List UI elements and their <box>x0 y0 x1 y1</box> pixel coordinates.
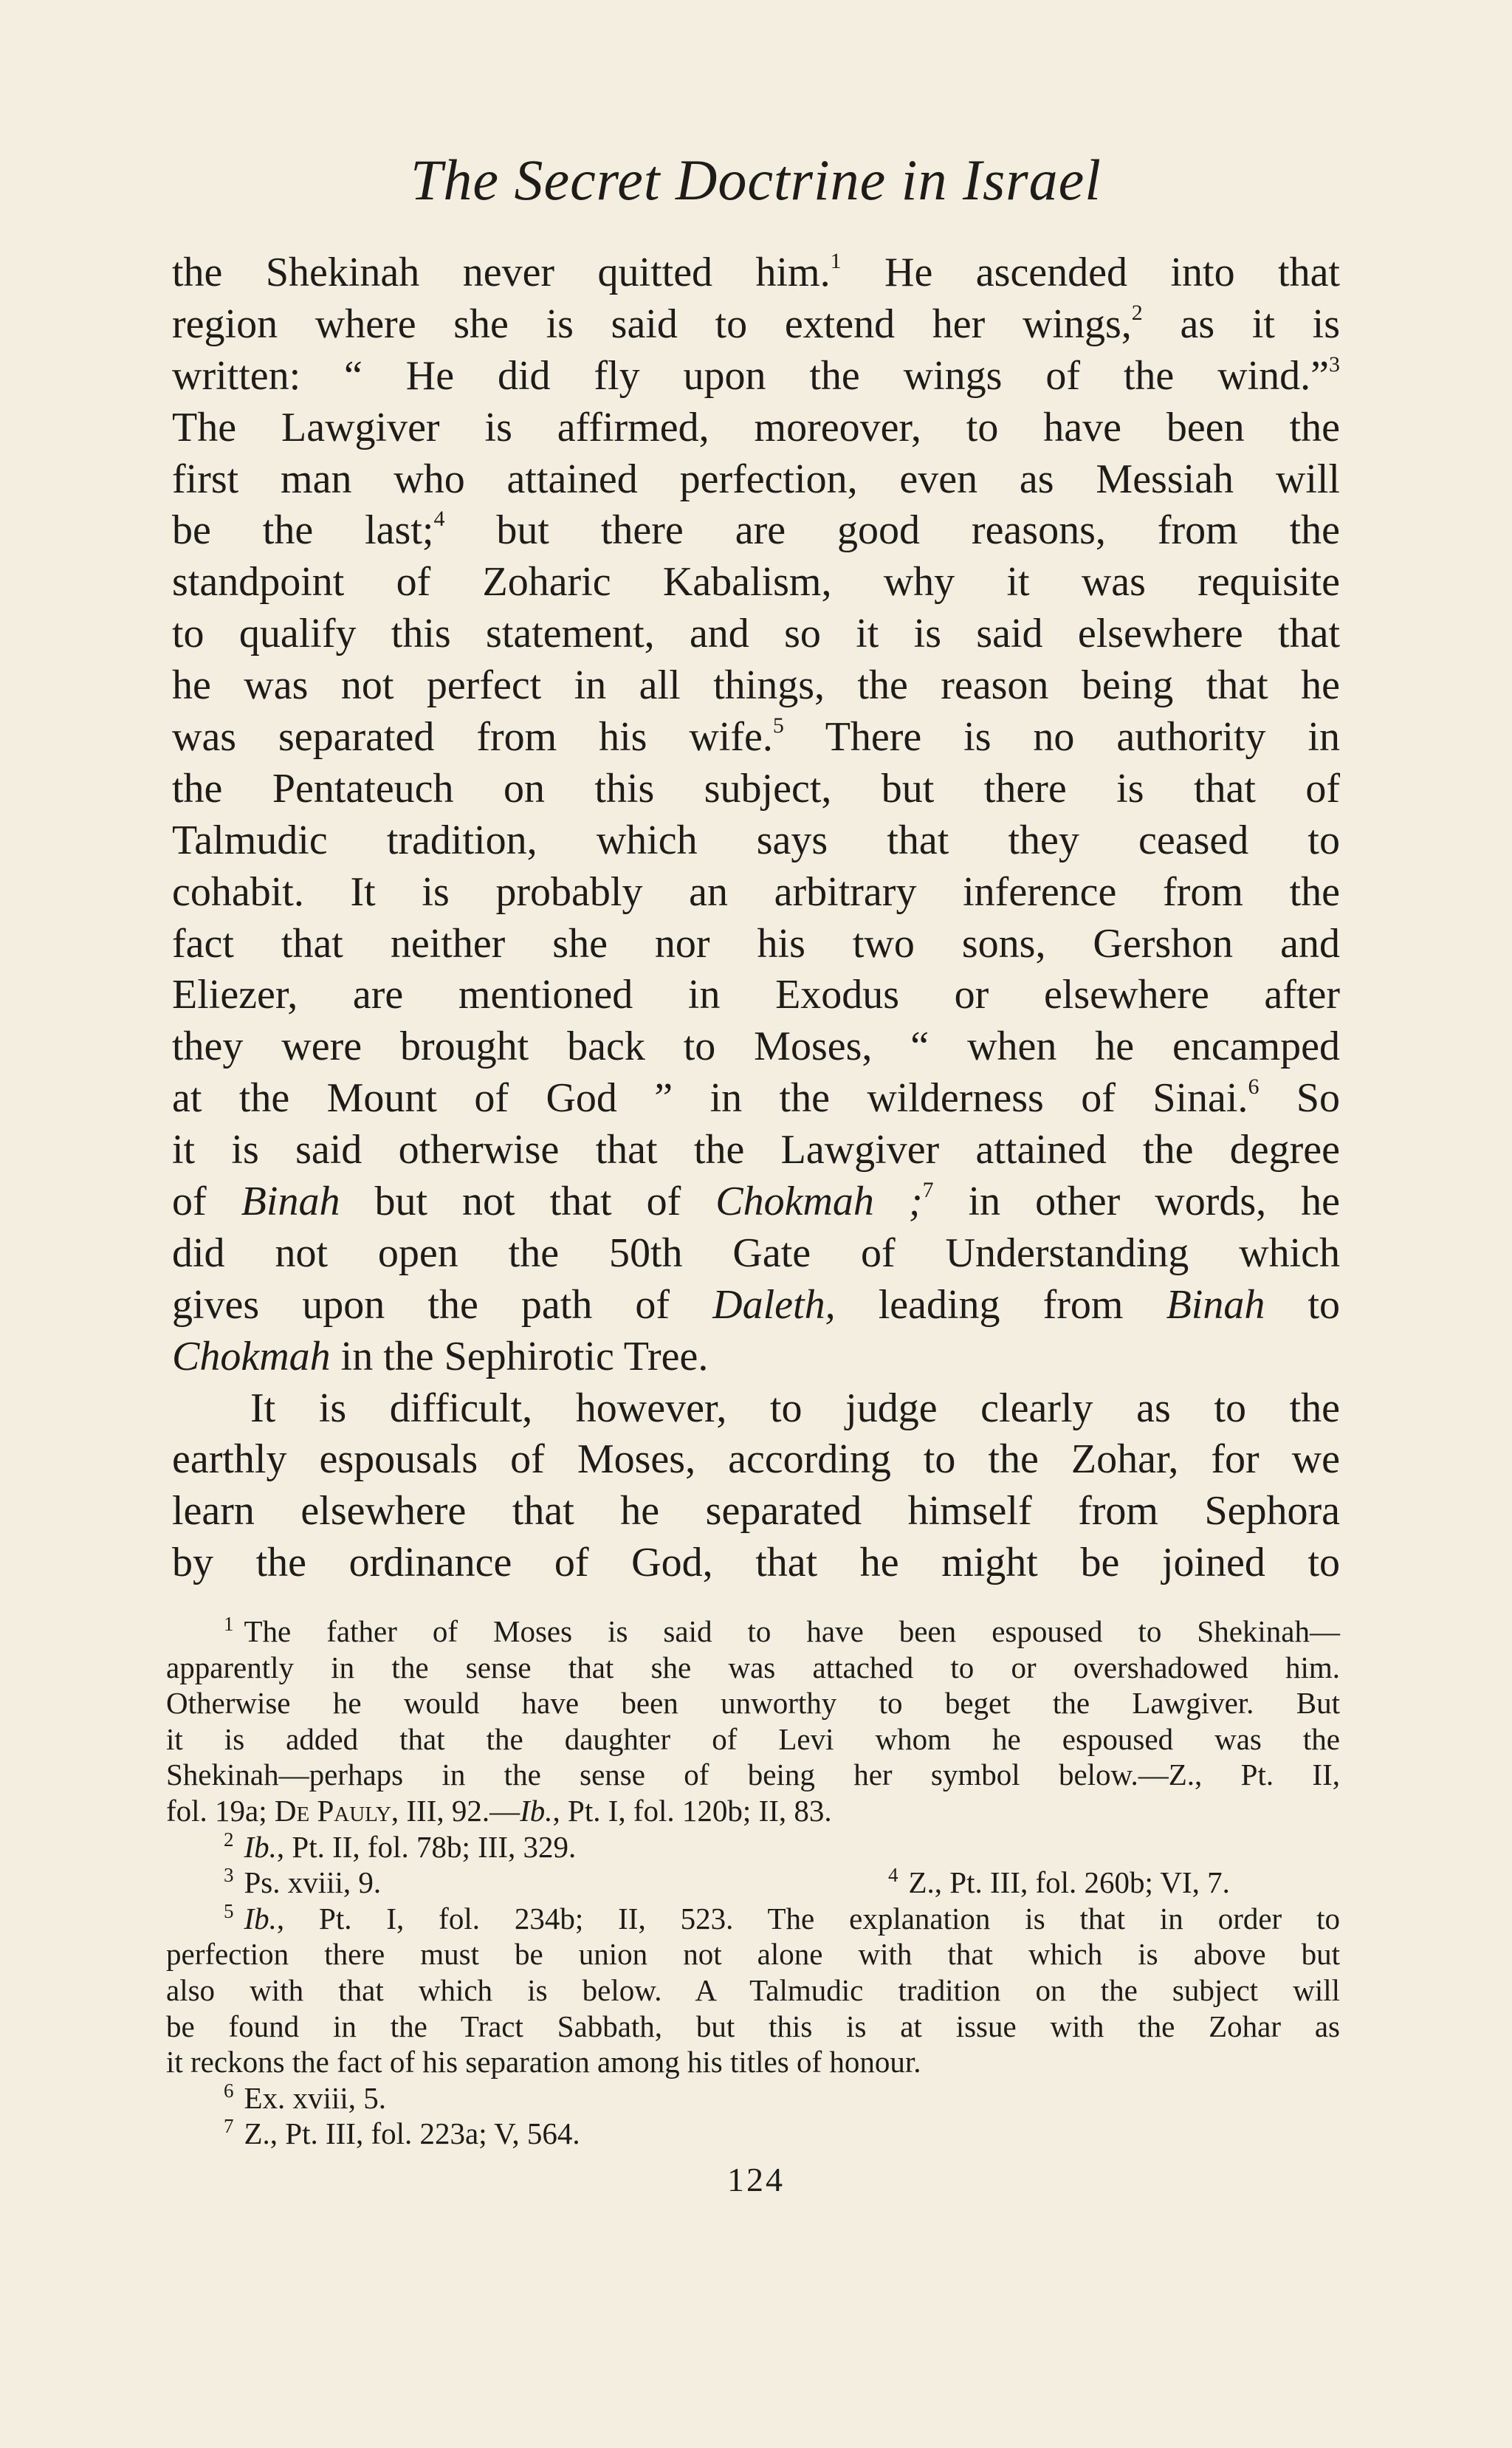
footnote-line: it reckons the fact of his separation among his titles of honour. <box>166 2045 921 2080</box>
footnote-line: it is added that the daughter of Levi whom he espoused was the <box>166 1721 1340 1756</box>
italic-text: Ib. <box>244 1829 277 1864</box>
footnote-line: Otherwise he would have been unworthy to beget the Lawgiver. But <box>166 1686 1340 1721</box>
footnote-line: $^2$ Ib., Pt. II, fol. 78b; III, 329. <box>224 1828 577 1864</box>
footnote-line: $^7$ Z., Pt. III, fol. 223a; V, 564. <box>224 2115 580 2151</box>
text-line: Eliezer, are mentioned in Exodus or elsewhere after <box>172 972 1340 1018</box>
text-line: he was not perfect in all things, the reason being that he <box>172 662 1340 709</box>
footnote-number: 2 <box>224 1828 234 1851</box>
italic-text: Daleth, <box>712 1281 836 1328</box>
italic-text: Ib. <box>244 1901 277 1936</box>
footnote-line: $^6$ Ex. xviii, 5. <box>224 2079 386 2115</box>
text-line: earthly espousals of Moses, according to the Zohar, for we <box>172 1436 1340 1483</box>
footnote-reference: 2 <box>1131 300 1143 325</box>
text-line: first man who attained perfection, even as Messiah will <box>172 456 1340 502</box>
footnote-line: $^3$ Ps. xviii, 9. <box>224 1864 382 1900</box>
running-head: The Secret Doctrine in Israel <box>410 148 1102 212</box>
text-line: by the ordinance of God, that he might be joined to <box>172 1540 1340 1586</box>
italic-text: Binah <box>241 1179 340 1225</box>
footnote-number: 1 <box>224 1613 234 1635</box>
text-line: Talmudic tradition, which says that they ceased to <box>172 817 1340 863</box>
footnote-line: $^1$ The father of Moses is said to have been espoused to Shekinah— <box>224 1613 1340 1648</box>
text-line: written: “ He did fly upon the wings of the wind.”$^3$ <box>172 352 1340 399</box>
footnote-reference: 3 <box>1329 352 1340 377</box>
footnote-line: be found in the Tract Sabbath, but this is at issue with the Zohar as <box>166 2009 1340 2043</box>
footnote-line: fol. 19a; De Pauly, III, 92.—Ib., Pt. I, fol. 120b; II, 83. <box>166 1793 832 1828</box>
footnote-reference: 4 <box>433 507 445 532</box>
text-line: Chokmah in the Sephirotic Tree. <box>172 1333 709 1379</box>
text-line: cohabit. It is probably an arbitrary inference from the <box>172 868 1340 915</box>
text-line: region where she is said to extend her wings,$^2$ as it is <box>172 300 1340 347</box>
main-text <box>172 247 1340 1589</box>
footnote-row <box>166 1865 1340 1901</box>
text-line: at the Mount of God ” in the wilderness of Sinai.$^6$ So <box>172 1074 1340 1122</box>
footnote-line: also with that which is below. A Talmudic tradition on the subject will <box>166 1972 1340 2007</box>
page-number: 124 <box>727 2161 785 2198</box>
footnote-reference: 5 <box>772 713 784 738</box>
text-line: The Lawgiver is affirmed, moreover, to have been the <box>172 404 1340 450</box>
footnote-reference: 6 <box>1248 1074 1260 1100</box>
text-line: be the last;$^4$ but there are good reasons, from the <box>172 507 1340 554</box>
text-line: fact that neither she nor his two sons, Gershon and <box>172 920 1340 967</box>
text-line: of Binah but not that of Chokmah ;$^7$ in other words, he <box>172 1178 1340 1225</box>
footnote-line: Shekinah—perhaps in the sense of being her symbol below.—Z., Pt. II, <box>166 1758 1340 1792</box>
italic-text: Chokmah <box>172 1333 331 1379</box>
text-line: did not open the 50th Gate of Understanding which <box>172 1230 1340 1276</box>
text-line: gives upon the path of Daleth, leading from Binah to <box>172 1281 1340 1328</box>
footnote-reference: 1 <box>830 249 842 273</box>
italic-text: Binah <box>1166 1281 1265 1328</box>
footnote-line: perfection there must be union not alone with that which is above but <box>166 1937 1340 1972</box>
footnote-reference: 7 <box>922 1178 934 1203</box>
footnote-number: 6 <box>224 2079 234 2102</box>
text-line: the Pentateuch on this subject, but there is that of <box>172 765 1340 812</box>
footnote-number: 5 <box>224 1899 234 1922</box>
text-line: the Shekinah never quitted him.$^1$ He ascended into that <box>172 249 1340 295</box>
text-line: was separated from his wife.$^5$ There is no authority in <box>172 713 1340 761</box>
footnote-number: 4 <box>888 1864 898 1887</box>
text-line: It is difficult, however, to judge clearly as to the <box>250 1385 1340 1431</box>
italic-text: Chokmah ; <box>715 1179 923 1225</box>
footnote-number: 7 <box>224 2115 234 2138</box>
footnote-line: $^5$ Ib., Pt. I, fol. 234b; II, 523. The explanation is that in order to <box>224 1899 1340 1936</box>
footnote-number: 3 <box>224 1864 234 1887</box>
footnote-line: apparently in the sense that she was attached to or overshadowed him. <box>166 1650 1340 1684</box>
text-line: standpoint of Zoharic Kabalism, why it was requisite <box>172 559 1340 606</box>
text-line: to qualify this statement, and so it is said elsewhere that <box>172 611 1340 657</box>
small-caps-text: De Pauly <box>274 1793 391 1828</box>
text-line: they were brought back to Moses, “ when he encamped <box>172 1024 1340 1070</box>
text-line: learn elsewhere that he separated himself from Sephora <box>172 1488 1340 1535</box>
italic-text: Ib. <box>520 1793 553 1828</box>
footnotes <box>166 1614 1340 2152</box>
footnote-line: $^4$ Z., Pt. III, fol. 260b; VI, 7. <box>888 1864 1230 1900</box>
text-line: it is said otherwise that the Lawgiver attained the degree <box>172 1127 1340 1173</box>
